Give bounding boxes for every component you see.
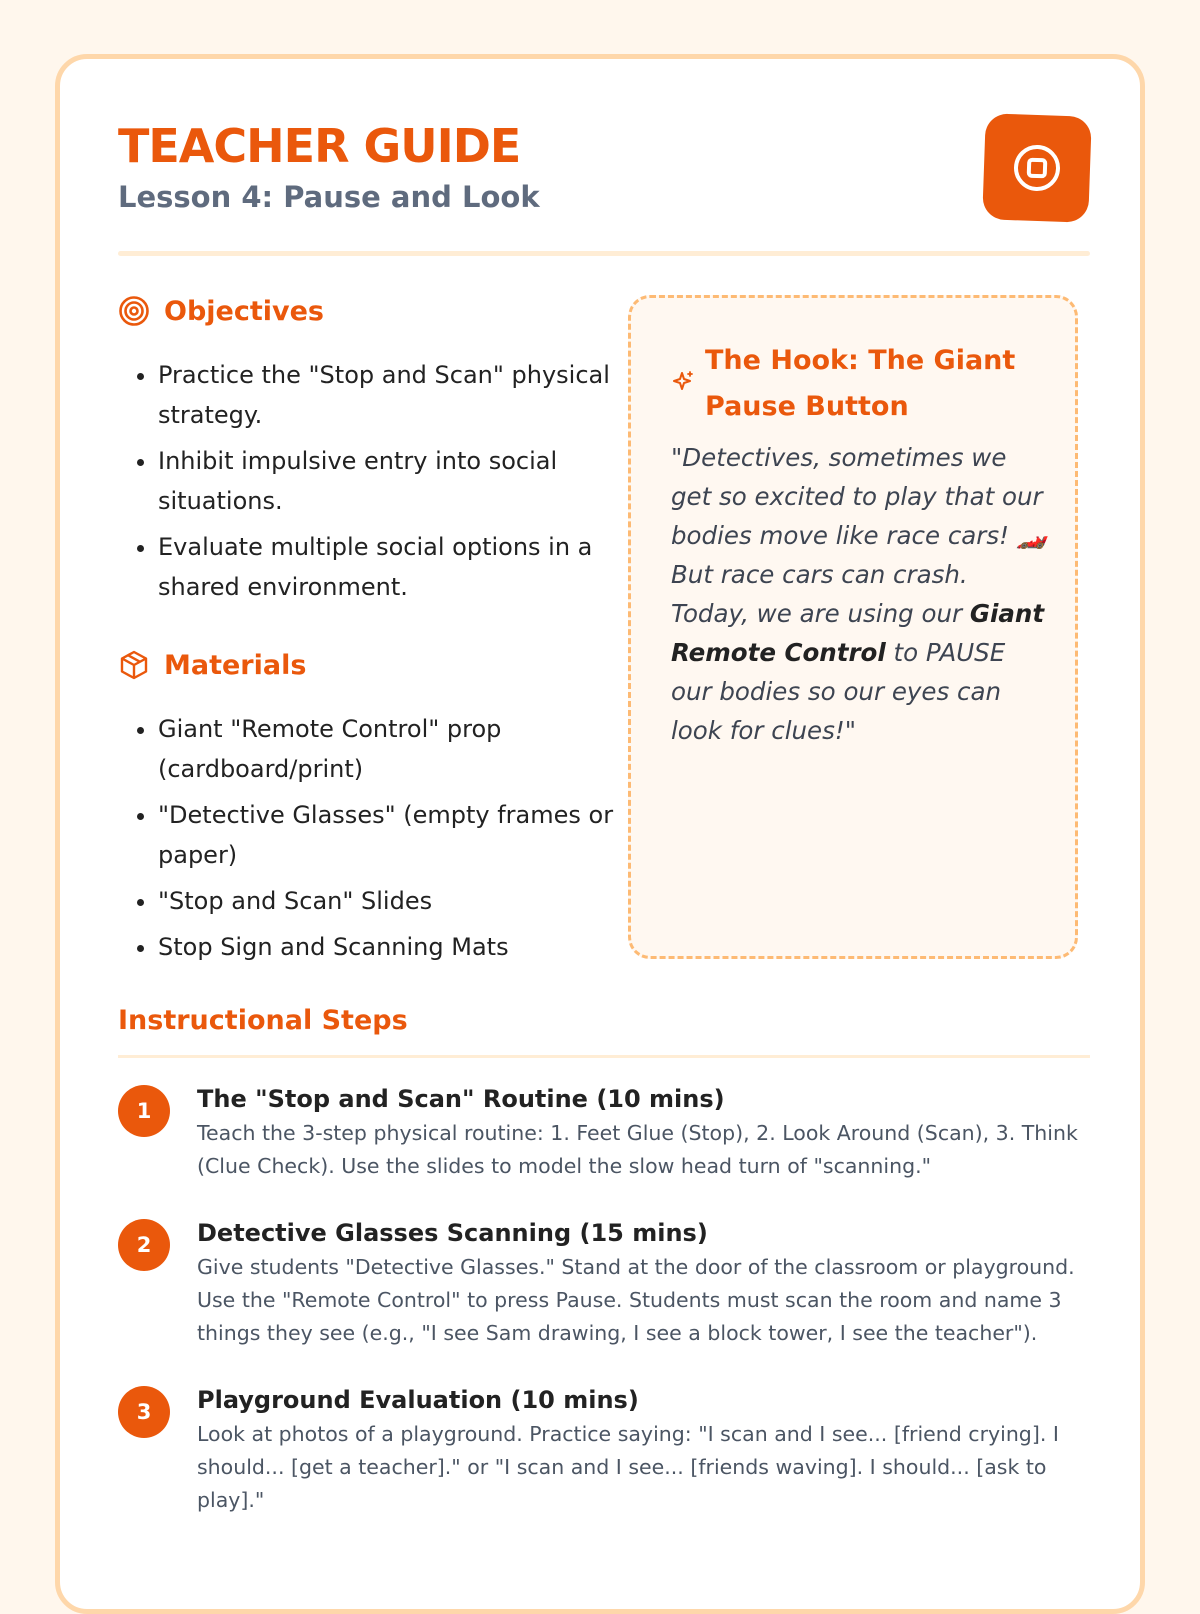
materials-heading — [118, 649, 306, 681]
list-item: • Stop Sign and Scanning Mats — [158, 927, 628, 967]
hook-quote — [671, 438, 1051, 750]
step-number-badge: 2 — [118, 1219, 170, 1271]
list-item: • Evaluate multiple social options in a shared environment. — [158, 527, 628, 607]
list-item: • "Detective Glasses" (empty frames or paper) — [158, 795, 628, 875]
sparkle-icon — [671, 370, 695, 394]
list-item: • "Stop and Scan" Slides — [158, 881, 628, 921]
steps-heading: Instructional Steps — [118, 1005, 408, 1036]
materials-list — [118, 709, 628, 973]
step-title: Detective Glasses Scanning (15 mins) — [197, 1219, 708, 1247]
hook-title: The Hook: The Giant Pause Button — [705, 345, 1016, 422]
step-description: Look at photos of a playground. Practice saying: "I scan and I see... [friend crying]. I should... [get a teacher]." or "I scan and I see... [friends waving]. I should... [ask to play]." — [197, 1422, 1059, 1512]
list-item: • Inhibit impulsive entry into social situations. — [158, 441, 628, 521]
step-number-badge: 3 — [118, 1386, 170, 1438]
objectives-list — [118, 355, 628, 613]
hook-quote-text: "Detectives, sometimes we get so excited to play that our bodies move like race cars! 🏎️ But race cars can crash. Today, we are using our — [671, 443, 1048, 628]
lesson-subtitle: Lesson 4: Pause and Look — [118, 180, 540, 214]
list-item: • Giant "Remote Control" prop (cardboard/print) — [158, 709, 628, 789]
objectives-heading — [118, 295, 324, 327]
hook-quote-text-end: to PAUSE our bodies so our eyes can look for clues!" — [671, 638, 1006, 745]
step-description: Give students "Detective Glasses." Stand at the door of the classroom or playground. Use the "Remote Control" to press Pause. Students must scan the room and name 3 things they see (e.g., "I see Sam drawing, I see a block tower, I see the teacher"). — [197, 1255, 1075, 1345]
step-title: Playground Evaluation (10 mins) — [197, 1386, 639, 1414]
pause-target-icon — [982, 113, 1092, 223]
list-item: • Practice the "Stop and Scan" physical strategy. — [158, 355, 628, 435]
header-divider — [118, 251, 1090, 256]
teacher-guide-card — [55, 54, 1145, 1614]
box-icon — [118, 649, 150, 681]
step-description: Teach the 3-step physical routine: 1. Feet Glue (Stop), 2. Look Around (Scan), 3. Think (Clue Check). Use the slides to model the slow head turn of "scanning." — [197, 1121, 1078, 1178]
page-title: TEACHER GUIDE — [118, 119, 521, 173]
hook-box — [628, 295, 1078, 959]
materials-heading-label: Materials — [164, 649, 307, 681]
step-title: The "Stop and Scan" Routine (10 mins) — [197, 1085, 725, 1113]
step-number-badge: 1 — [118, 1085, 170, 1137]
hook-quote-emphasis: Giant Remote Control — [671, 599, 1045, 667]
target-icon — [118, 295, 150, 327]
objectives-heading-label: Objectives — [164, 295, 324, 327]
steps-divider — [118, 1055, 1090, 1058]
